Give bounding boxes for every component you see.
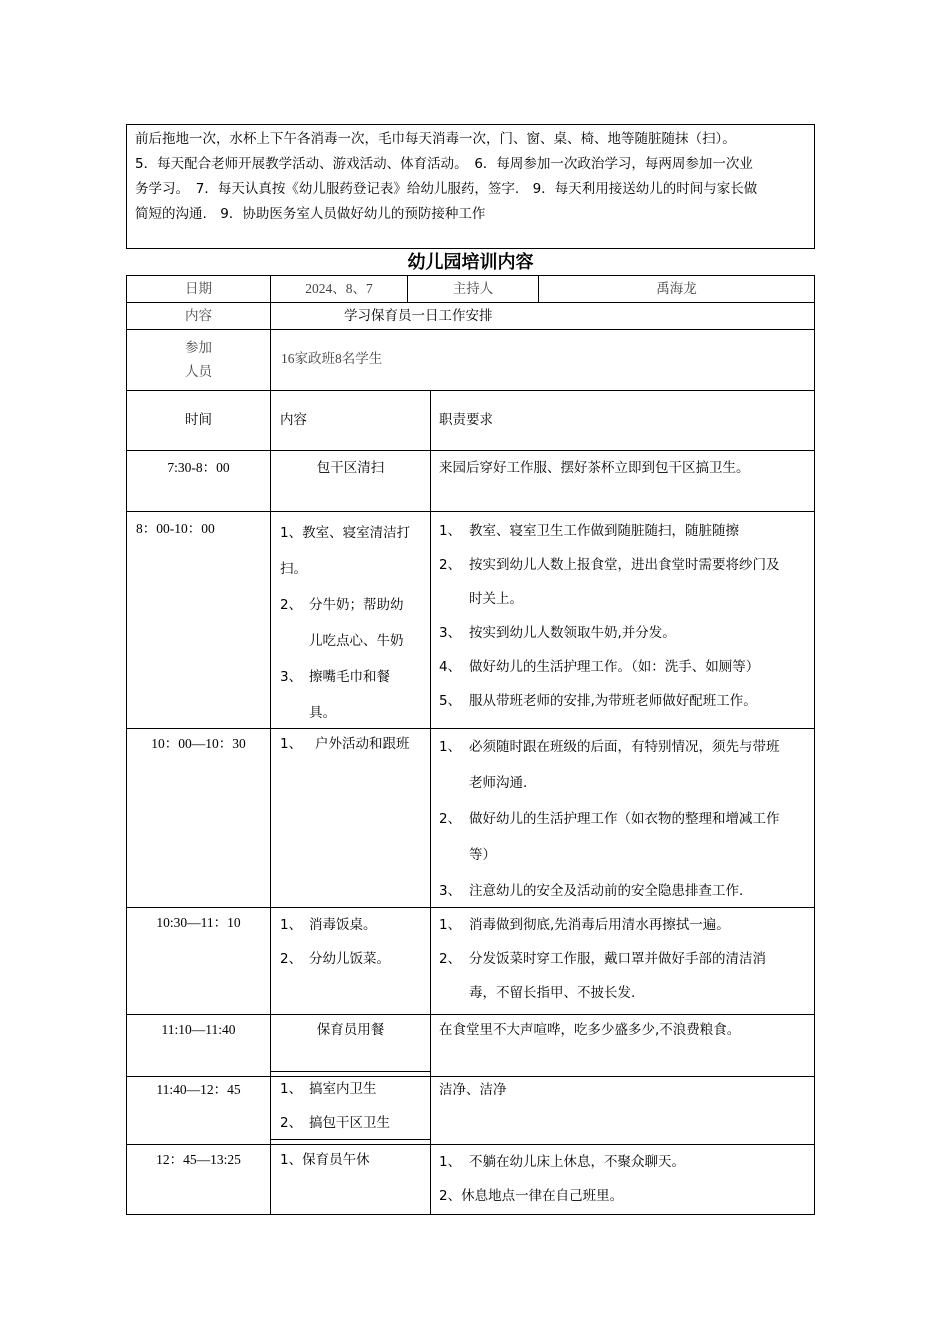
row6-content: 搞室内卫生 [309, 1081, 377, 1097]
duty-item [431, 729, 814, 801]
row1-content: 包干区清扫 [316, 460, 385, 476]
item-number: 1、 [439, 1154, 462, 1170]
duty-item [431, 548, 814, 616]
top-text-line: 务学习。 7．每天认真按《幼儿服药登记表》给幼儿服药，签字. 9．每天利用接送幼儿的时间与家长做 [135, 181, 758, 197]
duty-text: 服从带班老师的安排,为带班老师做好配班工作。 [469, 693, 757, 709]
duty-item [431, 873, 814, 909]
host-label-cell [407, 275, 539, 303]
participants-label-cell [126, 329, 271, 391]
row1-duty-cell [430, 450, 815, 512]
participants-value-cell [270, 329, 815, 391]
row6-time: 11:40—12：45 [156, 1082, 241, 1097]
header-time-cell [126, 390, 271, 451]
content-value: 学习保育员一日工作安排 [344, 308, 493, 324]
row2-content-item [271, 587, 430, 659]
row5-content: 保育员用餐 [316, 1022, 385, 1038]
row7-content-cell [270, 1144, 431, 1215]
participants-label-line2: 人员 [185, 364, 212, 380]
duty-item [431, 650, 814, 684]
item-number: 2、 [439, 951, 462, 967]
row6-duty-cell [430, 1076, 815, 1145]
row3-content-item [271, 732, 430, 756]
duty-text-cont: 等） [469, 847, 496, 863]
participants-label-line1: 参加 [185, 340, 212, 356]
row4-content-item [271, 908, 430, 942]
item-number: 1、 [280, 736, 303, 752]
row4-duty-cell [430, 907, 815, 1015]
duty-text: 按实到幼儿人数领取牛奶,并分发。 [469, 625, 676, 641]
host-label: 主持人 [452, 281, 494, 297]
row5-content-cell [270, 1014, 431, 1077]
row6-time-cell [126, 1076, 271, 1145]
duty-item [431, 1145, 814, 1179]
row7-time-cell [126, 1144, 271, 1215]
duty-item [431, 684, 814, 718]
row3-content: 户外活动和跟班 [315, 736, 410, 752]
row4-time-cell [126, 907, 271, 1015]
duty-item [431, 942, 814, 1010]
duty-text-cont: 毒，不留长指甲、不披长发. [469, 985, 636, 1001]
row5-duty: 在食堂里不大声喧哗，吃多少盛多少,不浪费粮食。 [439, 1022, 741, 1038]
duty-text: 2、休息地点一律在自己班里。 [439, 1188, 624, 1204]
duty-item [431, 514, 814, 548]
row3-duty-cell [430, 728, 815, 908]
row3-time-cell [126, 728, 271, 908]
item-number: 2、 [280, 951, 303, 967]
item-number: 1、 [439, 917, 462, 933]
item-number: 1、 [280, 1081, 303, 1097]
row6-duty: 洁净、洁净 [439, 1082, 507, 1098]
host-value-cell [538, 275, 815, 303]
header-content-cell [270, 390, 431, 451]
duty-text: 按实到幼儿人数上报食堂，进出食堂时需要将纱门及 [469, 557, 780, 573]
date-value: 2024、8、7 [305, 281, 373, 296]
date-value-cell [270, 275, 408, 303]
top-text-box [126, 124, 815, 249]
date-label-cell [126, 275, 271, 303]
row2-content-line: 扫。 [280, 561, 307, 577]
item-number: 1、 [439, 523, 462, 539]
row3-time: 10：00—10：30 [151, 736, 246, 751]
row2-content-line: 具。 [309, 705, 336, 721]
header-time: 时间 [185, 412, 212, 428]
header-duty: 职责要求 [439, 412, 493, 428]
duty-text: 必须随时跟在班级的后面，有特别情况，须先与带班 [469, 739, 780, 755]
row4-content-item [271, 942, 430, 976]
item-number: 2、 [280, 597, 303, 613]
duty-item [431, 908, 814, 942]
item-number: 2、 [439, 811, 462, 827]
duty-text: 分发饭菜时穿工作服，戴口罩并做好手部的清洁消 [469, 951, 766, 967]
row6-content-item [271, 1072, 430, 1106]
duty-item [431, 801, 814, 873]
duty-text: 教室、寝室卫生工作做到随脏随扫，随脏随擦 [469, 523, 739, 539]
top-text-line: 5．每天配合老师开展教学活动、游戏活动、体育活动。 6．每周参加一次政治学习，每两周参加一次业 [135, 156, 753, 172]
row1-content-cell [270, 450, 431, 512]
row4-time: 10:30—11：10 [156, 915, 241, 930]
duty-text-cont: 老师沟通. [469, 775, 528, 791]
duty-text: 不躺在幼儿床上休息，不聚众聊天。 [469, 1154, 685, 1170]
top-text-line: 前后拖地一次，水杯上下午各消毒一次，毛巾每天消毒一次，门、窗、桌、椅、地等随脏随抹（扫）。 [135, 131, 736, 147]
row2-content-line: 1、教室、寝室清洁打 [280, 525, 411, 541]
duty-text: 消毒做到彻底,先消毒后用清水再擦拭一遍。 [469, 917, 730, 933]
row5-duty-cell [430, 1014, 815, 1077]
row5-time-cell [126, 1014, 271, 1077]
row4-content: 消毒饭桌。 [309, 917, 377, 933]
row1-duty: 来园后穿好工作服、摆好茶杯立即到包干区搞卫生。 [439, 460, 750, 476]
row4-content: 分幼儿饭菜。 [309, 951, 390, 967]
header-content: 内容 [280, 412, 307, 428]
duty-item [431, 616, 814, 650]
item-number: 2、 [439, 557, 462, 573]
duty-text-cont: 时关上。 [469, 591, 523, 607]
row2-content-line: 擦嘴毛巾和餐 [309, 669, 390, 685]
row5-time: 11:10—11:40 [161, 1022, 236, 1037]
row6-content-cell [270, 1071, 431, 1140]
row6-content-item [271, 1106, 430, 1140]
header-duty-cell [430, 390, 815, 451]
row6-content: 搞包干区卫生 [309, 1115, 390, 1131]
duty-text: 注意幼儿的安全及活动前的安全隐患排查工作. [469, 883, 744, 899]
row1-time-cell [126, 450, 271, 512]
item-number: 4、 [439, 659, 462, 675]
row7-time: 12：45—13:25 [156, 1152, 241, 1167]
row2-content-line: 分牛奶；帮助幼 [309, 597, 404, 613]
row7-duty-cell [430, 1144, 815, 1215]
content-label: 内容 [185, 308, 212, 324]
row2-content-cell [270, 511, 431, 729]
item-number: 2、 [280, 1115, 303, 1131]
content-value-cell [270, 302, 815, 330]
row7-content: 1、保育员午休 [280, 1152, 370, 1168]
duty-text: 做好幼儿的生活护理工作。（如：洗手、如厕等） [469, 659, 760, 675]
row3-content-cell [270, 728, 431, 908]
top-text-line: 简短的沟通. 9．协助医务室人员做好幼儿的预防接种工作 [135, 206, 486, 222]
date-label: 日期 [185, 281, 212, 297]
item-number: 3、 [439, 625, 462, 641]
row2-duty-cell [430, 511, 815, 729]
row1-time: 7:30-8：00 [167, 460, 230, 475]
row2-content-line: 儿吃点心、牛奶 [309, 633, 404, 649]
row2-time: 8：00-10：00 [136, 521, 215, 536]
document-title: 幼儿园培训内容 [407, 252, 534, 273]
row2-content-item [271, 659, 430, 731]
item-number: 5、 [439, 693, 462, 709]
item-number: 1、 [439, 739, 462, 755]
item-number: 1、 [280, 917, 303, 933]
duty-text: 做好幼儿的生活护理工作（如衣物的整理和增减工作 [469, 811, 780, 827]
row2-time-cell [126, 511, 271, 729]
item-number: 3、 [280, 669, 303, 685]
item-number: 3、 [439, 883, 462, 899]
host-value: 禹海龙 [656, 281, 697, 297]
content-label-cell [126, 302, 271, 330]
participants-value: 16家政班8名学生 [281, 351, 383, 366]
row4-content-cell [270, 907, 431, 1015]
